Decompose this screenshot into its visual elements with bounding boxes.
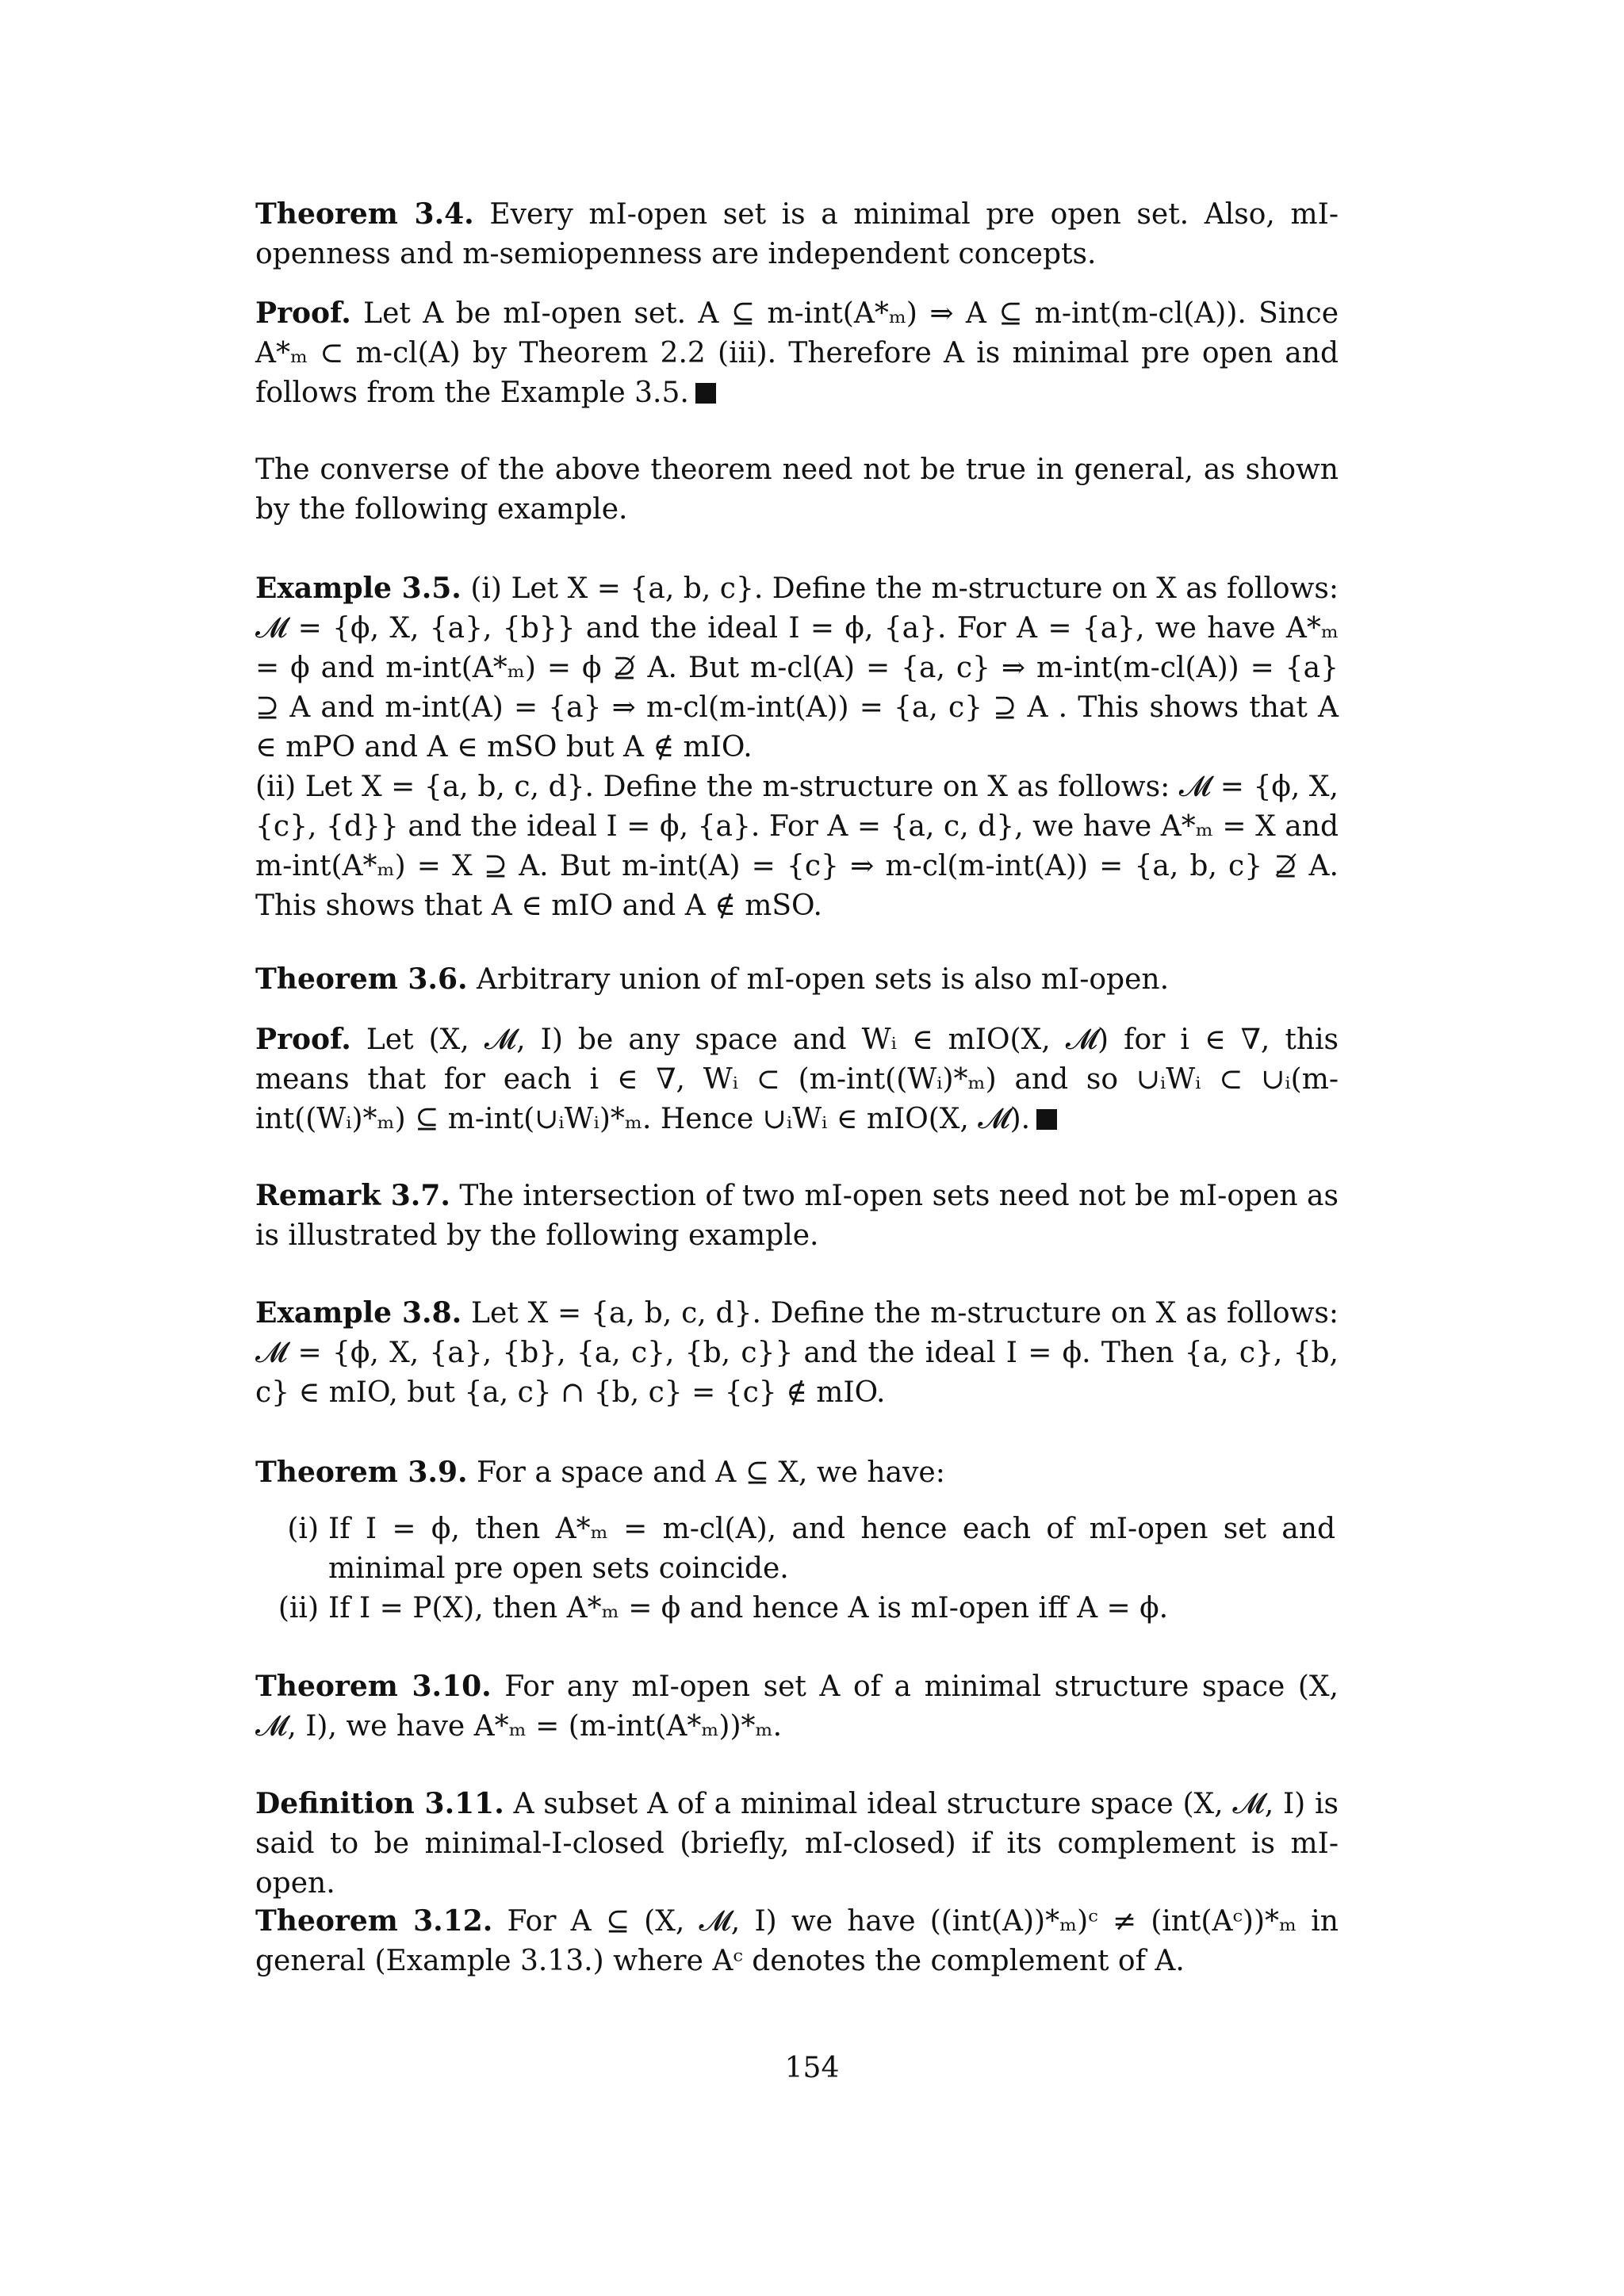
theorem-text: For any mI-open set A of a minimal structure space (X, 𝓜, I), we have A*ₘ = (m-int(A*ₘ))*ₘ. — [255, 1670, 1339, 1743]
item-number: (ii) — [278, 1592, 319, 1624]
theorem-3-4 — [255, 194, 1339, 274]
theorem-3-9 — [255, 1452, 1339, 1493]
proof-label: Proof. — [255, 1023, 351, 1056]
item-text: If I = P(X), then A*ₘ = ϕ and hence A is mI-open iff A = ϕ. — [328, 1592, 1169, 1624]
example-text: Let X = {a, b, c, d}. Define the m-structure on X as follows: 𝓜 = {ϕ, X, {a}, {b}, {a, c}, {b, c}} and the ideal I = ϕ. Then {a, c}, {b, c} ∈ mIO, but {a, c} ∩ {b, c} = {c} ∉ mIO. — [255, 1297, 1339, 1409]
proof-text: Let (X, 𝓜, I) be any space and Wᵢ ∈ mIO(X, 𝓜) for i ∈ ∇, this means that for each i ∈ ∇, Wᵢ ⊂ (m-int((Wᵢ)*ₘ) and so ∪ᵢWᵢ ⊂ ∪ᵢ(m-int((Wᵢ)*ₘ) ⊆ m-int(∪ᵢWᵢ)*ₘ. Hence ∪ᵢWᵢ ∈ mIO(X, 𝓜). — [255, 1024, 1339, 1135]
theorem-3-6 — [255, 959, 1339, 1000]
theorem-3-9-item-ii — [255, 1589, 1339, 1628]
theorem-3-10 — [255, 1667, 1339, 1747]
remark-3-7 — [255, 1176, 1339, 1256]
example-label: Example 3.5. — [255, 572, 462, 605]
qed-square-icon — [695, 383, 716, 404]
theorem-label: Theorem 3.9. — [255, 1456, 468, 1489]
theorem-label: Theorem 3.12. — [255, 1904, 493, 1938]
theorem-text: For A ⊆ (X, 𝓜, I) we have ((int(A))*ₘ)ᶜ ≠ (int(Aᶜ))*ₘ in general (Example 3.13.) where Aᶜ denotes the complement of A. — [255, 1905, 1339, 1977]
page-number: 154 — [784, 2052, 840, 2084]
theorem-text: Every mI-open set is a minimal pre open set. Also, mI-openness and m-semiopenness are independent concepts. — [255, 198, 1339, 270]
example-part-i: (i) Let X = {a, b, c}. Define the m-structure on X as follows: 𝓜 = {ϕ, X, {a}, {b}} and the ideal I = ϕ, {a}. For A = {a}, we have A*ₘ = ϕ and m-int(A*ₘ) = ϕ ⊉ A. But m-cl(A) = {a, c} ⇒ m-int(m-cl(A)) = {a} ⊇ A and m-int(A) = {a} ⇒ m-cl(m-int(A)) = {a, c} ⊇ A . This shows that A ∈ mPO and A ∈ mSO but A ∉ mIO. — [255, 572, 1339, 763]
proof-3-6 — [255, 1020, 1339, 1139]
theorem-label: Theorem 3.4. — [255, 197, 474, 231]
theorem-text: For a space and A ⊆ X, we have: — [477, 1456, 945, 1489]
remark-text: The intersection of two mI-open sets need not be mI-open as is illustrated by the following example. — [255, 1180, 1339, 1252]
qed-square-icon — [1036, 1109, 1057, 1130]
example-part-ii: (ii) Let X = {a, b, c, d}. Define the m-structure on X as follows: 𝓜 = {ϕ, X, {c}, {d}} and the ideal I = ϕ, {a}. For A = {a, c, d}, we have A*ₘ = X and m-int(A*ₘ) = X ⊇ A. But m-int(A) = {c} ⇒ m-cl(m-int(A)) = {a, b, c} ⊉ A. This shows that A ∈ mIO and A ∉ mSO. — [255, 771, 1339, 922]
proof-text: Let A be mI-open set. A ⊆ m-int(A*ₘ) ⇒ A ⊆ m-int(m-cl(A)). Since A*ₘ ⊂ m-cl(A) by Theorem 2.2 (iii). Therefore A is minimal pre open and follows from the Example 3.5. — [255, 297, 1339, 409]
theorem-3-12 — [255, 1901, 1339, 1981]
remark-label: Remark 3.7. — [255, 1179, 450, 1212]
paragraph-text: The converse of the above theorem need not be true in general, as shown by the following example. — [255, 453, 1339, 526]
proof-label: Proof. — [255, 297, 351, 330]
theorem-text: Arbitrary union of mI-open sets is also mI-open. — [477, 963, 1170, 996]
example-3-5 — [255, 568, 1339, 926]
example-label: Example 3.8. — [255, 1296, 462, 1330]
converse-paragraph — [255, 450, 1339, 530]
theorem-label: Theorem 3.10. — [255, 1670, 492, 1703]
definition-text: A subset A of a minimal ideal structure space (X, 𝓜, I) is said to be minimal-I-closed (briefly, mI-closed) if its complement is mI-open. — [255, 1788, 1339, 1900]
definition-label: Definition 3.11. — [255, 1787, 504, 1820]
proof-3-4 — [255, 293, 1339, 413]
theorem-3-9-item-i — [255, 1510, 1339, 1589]
item-text: If I = ϕ, then A*ₘ = m-cl(A), and hence each of mI-open set and minimal pre open sets coincide. — [328, 1513, 1335, 1585]
theorem-label: Theorem 3.6. — [255, 962, 468, 996]
definition-3-11 — [255, 1784, 1339, 1904]
item-number: (i) — [287, 1513, 319, 1545]
example-3-8 — [255, 1293, 1339, 1413]
